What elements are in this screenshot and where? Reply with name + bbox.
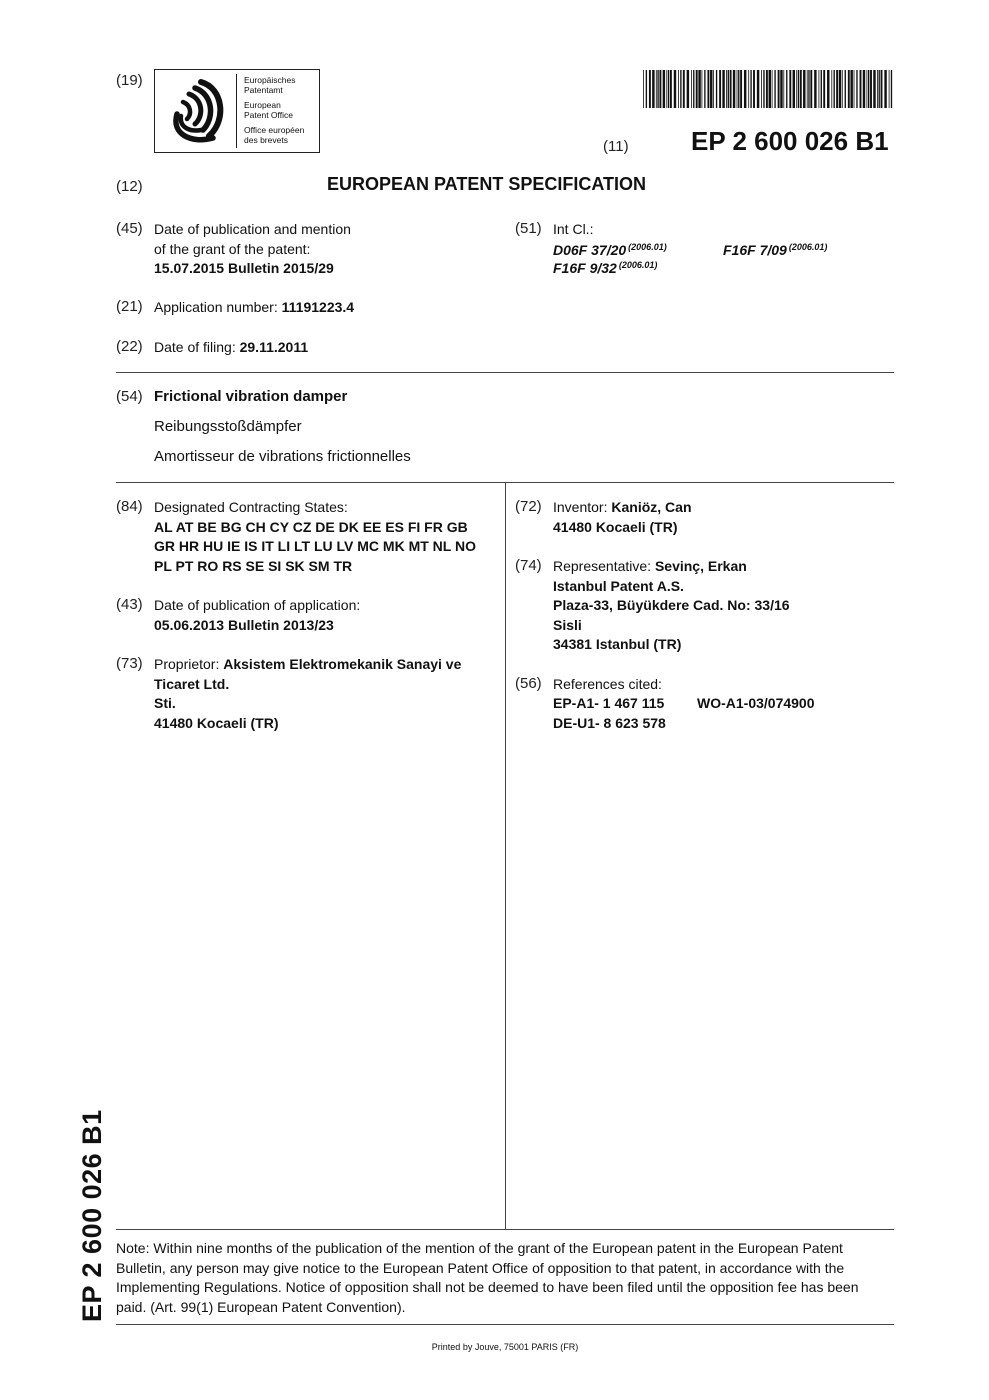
inid-code-11: (11) — [603, 138, 629, 155]
column-divider — [505, 482, 506, 1230]
inid-code-51: (51) — [515, 220, 542, 237]
contracting-states-label: Designated Contracting States: — [154, 499, 348, 515]
reference-item: EP-A1- 1 467 115 — [553, 695, 665, 711]
inid-code-73: (73) — [116, 655, 143, 672]
grant-publication — [154, 220, 351, 279]
inid-code-12: (12) — [116, 178, 143, 195]
int-cl-code: D06F 37/20 — [553, 242, 627, 258]
reference-item: DE-U1- 8 623 578 — [553, 715, 666, 731]
representative-line: Plaza-33, Büyükdere Cad. No: 33/16 — [553, 597, 790, 613]
contracting-states — [154, 498, 476, 576]
divider — [116, 372, 894, 373]
int-cl-version: (2006.01) — [788, 242, 828, 252]
inventor — [553, 498, 692, 537]
int-cl-3 — [553, 256, 657, 279]
int-cl-version: (2006.01) — [618, 260, 658, 270]
office-line: des brevets — [244, 135, 288, 145]
int-cl-code: F16F 7/09 — [723, 242, 787, 258]
inid-code-22: (22) — [116, 338, 143, 355]
states-line: AL AT BE BG CH CY CZ DE DK EE ES FI FR GB — [154, 518, 468, 535]
divider — [116, 1324, 894, 1325]
representative-line: Sisli — [553, 616, 582, 633]
representative-line: Istanbul Patent A.S. — [553, 577, 684, 594]
int-cl-label: Int Cl.: — [553, 221, 594, 237]
inid-code-21: (21) — [116, 298, 143, 315]
proprietor-line: 41480 Kocaeli (TR) — [154, 714, 279, 731]
opposition-note — [116, 1239, 906, 1317]
note-line: paid. (Art. 99(1) European Patent Convention). — [116, 1298, 406, 1315]
divider — [116, 1229, 894, 1230]
int-cl-version: (2006.01) — [628, 242, 667, 252]
inid-code-19: (19) — [116, 72, 143, 89]
note-line: Bulletin, any person may give notice to the European Patent Office of opposition to that patent, in accordance with the — [116, 1259, 845, 1276]
application-publication — [154, 596, 360, 635]
barcode — [643, 70, 893, 108]
application-publication-label: Date of publication of application: — [154, 597, 361, 613]
application-number — [154, 298, 354, 318]
states-line: PL PT RO RS SE SI SK SM TR — [154, 557, 353, 574]
inid-code-54: (54) — [116, 388, 143, 405]
grant-label-1: Date of publication and mention — [154, 221, 351, 237]
office-line: Europäisches — [244, 75, 296, 85]
representative-first-line — [553, 557, 790, 577]
office-line: European — [244, 100, 281, 110]
office-line: Patent Office — [244, 110, 293, 120]
representative-name: Sevinç, Erkan — [654, 558, 747, 574]
int-cl-2 — [723, 238, 827, 261]
title-german: Reibungsstoßdämpfer — [154, 418, 302, 435]
inid-code-43: (43) — [116, 596, 143, 613]
proprietor-line: Sti. — [154, 695, 176, 711]
office-line: Patentamt — [244, 85, 283, 95]
epo-logo-icon — [161, 74, 233, 148]
proprietor-name: Aksistem Elektromekanik Sanayi ve — [223, 656, 462, 672]
office-line: Office européen — [244, 125, 305, 135]
grant-date-bulletin: 15.07.2015 Bulletin 2015/29 — [154, 260, 334, 276]
proprietor — [154, 655, 461, 733]
inid-code-45: (45) — [116, 220, 143, 237]
publication-number: EP 2 600 026 B1 — [691, 126, 889, 156]
inid-code-84: (84) — [116, 498, 143, 515]
side-publication-number: EP 2 600 026 B1 — [77, 1109, 107, 1322]
representative — [553, 557, 790, 655]
inventor-first-line — [553, 498, 692, 518]
proprietor-label: Proprietor: — [154, 656, 224, 672]
application-number-value: 11191223.4 — [281, 299, 355, 315]
application-publication-value: 05.06.2013 Bulletin 2013/23 — [154, 616, 334, 633]
representative-label: Representative: — [553, 558, 655, 574]
states-line: GR HR HU IE IS IT LI LT LU LV MC MK MT NL NO — [154, 538, 476, 554]
int-cl-code: F16F 9/32 — [553, 260, 617, 276]
office-name-block — [244, 75, 304, 145]
filing-date-value: 29.11.2011 — [239, 339, 309, 355]
document-title: EUROPEAN PATENT SPECIFICATION — [327, 174, 647, 194]
epo-logo — [154, 69, 320, 153]
references-label: References cited: — [553, 676, 662, 692]
inid-code-72: (72) — [515, 498, 542, 515]
proprietor-first-line — [154, 655, 461, 675]
representative-line: 34381 Istanbul (TR) — [553, 636, 682, 652]
inventor-address: 41480 Kocaeli (TR) — [553, 518, 678, 535]
reference-item: WO-A1-03/074900 — [697, 695, 815, 711]
note-line: Note: Within nine months of the publication of the mention of the grant of the European patent in the European Patent — [116, 1240, 843, 1256]
inid-code-74: (74) — [515, 557, 542, 574]
filing-date — [154, 338, 308, 358]
printer-footer: Printed by Jouve, 75001 PARIS (FR) — [431, 1342, 579, 1352]
logo-divider — [236, 74, 237, 148]
proprietor-line: Ticaret Ltd. — [154, 675, 230, 692]
title-english: Frictional vibration damper — [154, 388, 348, 405]
filing-date-label: Date of filing: — [154, 339, 240, 355]
inventor-label: Inventor: — [553, 499, 612, 515]
title-french: Amortisseur de vibrations frictionnelles — [154, 448, 411, 465]
application-number-label: Application number: — [154, 299, 282, 315]
inventor-name: Kaniöz, Can — [611, 499, 692, 515]
note-line: Implementing Regulations. Notice of opposition shall not be deemed to have been filed until the opposition fee has been — [116, 1279, 859, 1295]
grant-label-2: of the grant of the patent: — [154, 240, 311, 257]
inid-code-56: (56) — [515, 675, 542, 692]
